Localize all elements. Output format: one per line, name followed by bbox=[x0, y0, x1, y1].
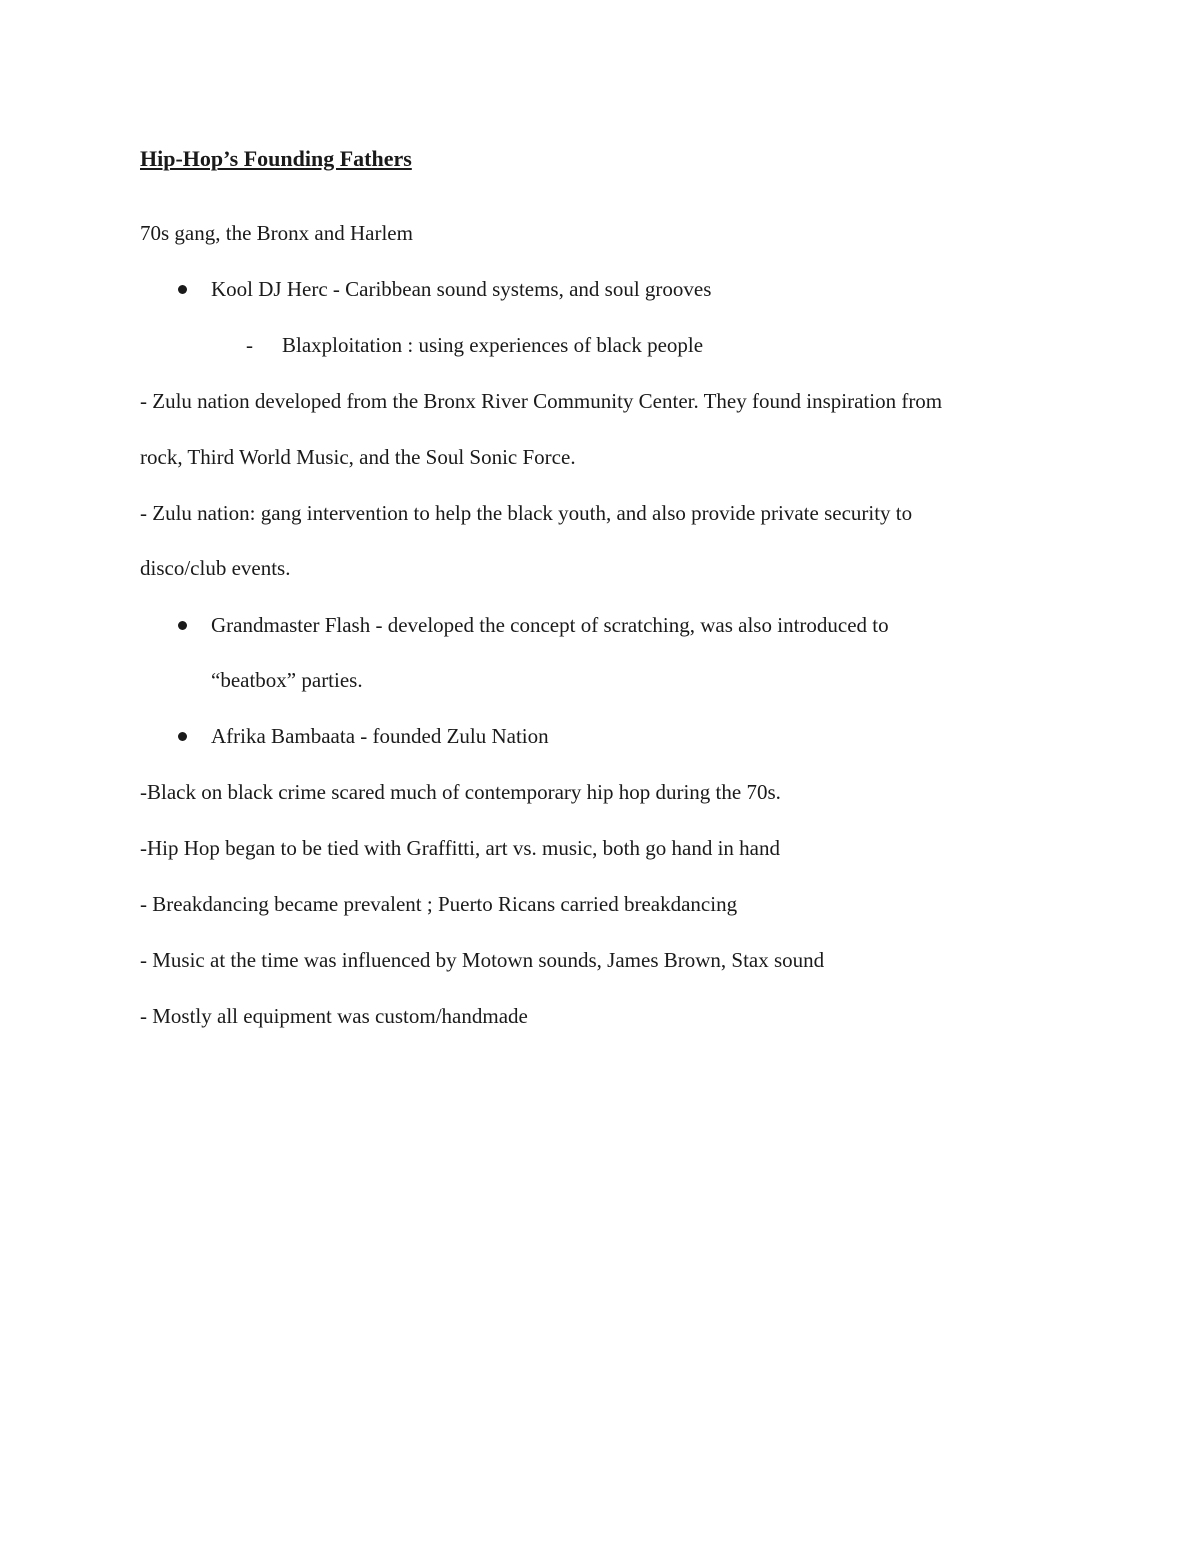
paragraph-line: disco/club events. bbox=[140, 556, 291, 580]
bullet-text: Afrika Bambaata - founded Zulu Nation bbox=[211, 724, 549, 748]
note-line: -Black on black crime scared much of contemporary hip hop during the 70s. bbox=[140, 780, 781, 804]
bullet-dot-icon bbox=[178, 732, 187, 741]
intro-line: 70s gang, the Bronx and Harlem bbox=[140, 221, 413, 245]
dash-marker: - bbox=[246, 333, 253, 357]
bullet-text: “beatbox” parties. bbox=[211, 668, 363, 692]
bullet-dot-icon bbox=[178, 621, 187, 630]
note-line: - Breakdancing became prevalent ; Puerto Ricans carried breakdancing bbox=[140, 892, 738, 916]
paragraph-line: - Zulu nation developed from the Bronx River Community Center. They found inspiration from bbox=[140, 389, 943, 413]
note-line: - Music at the time was influenced by Motown sounds, James Brown, Stax sound bbox=[140, 948, 825, 972]
bullet-text: Kool DJ Herc - Caribbean sound systems, and soul grooves bbox=[211, 277, 712, 301]
bullet-text: Grandmaster Flash - developed the concept of scratching, was also introduced to bbox=[211, 613, 889, 637]
note-line: -Hip Hop began to be tied with Graffitti, art vs. music, both go hand in hand bbox=[140, 836, 780, 860]
note-line: - Mostly all equipment was custom/handmade bbox=[140, 1004, 528, 1028]
page-title: Hip-Hop’s Founding Fathers bbox=[140, 146, 412, 171]
bullet-dot-icon bbox=[178, 285, 187, 294]
paragraph-line: rock, Third World Music, and the Soul Sonic Force. bbox=[140, 445, 576, 469]
paragraph-line: - Zulu nation: gang intervention to help the black youth, and also provide private security to bbox=[140, 501, 913, 525]
sub-item-text: Blaxploitation : using experiences of black people bbox=[282, 333, 704, 357]
